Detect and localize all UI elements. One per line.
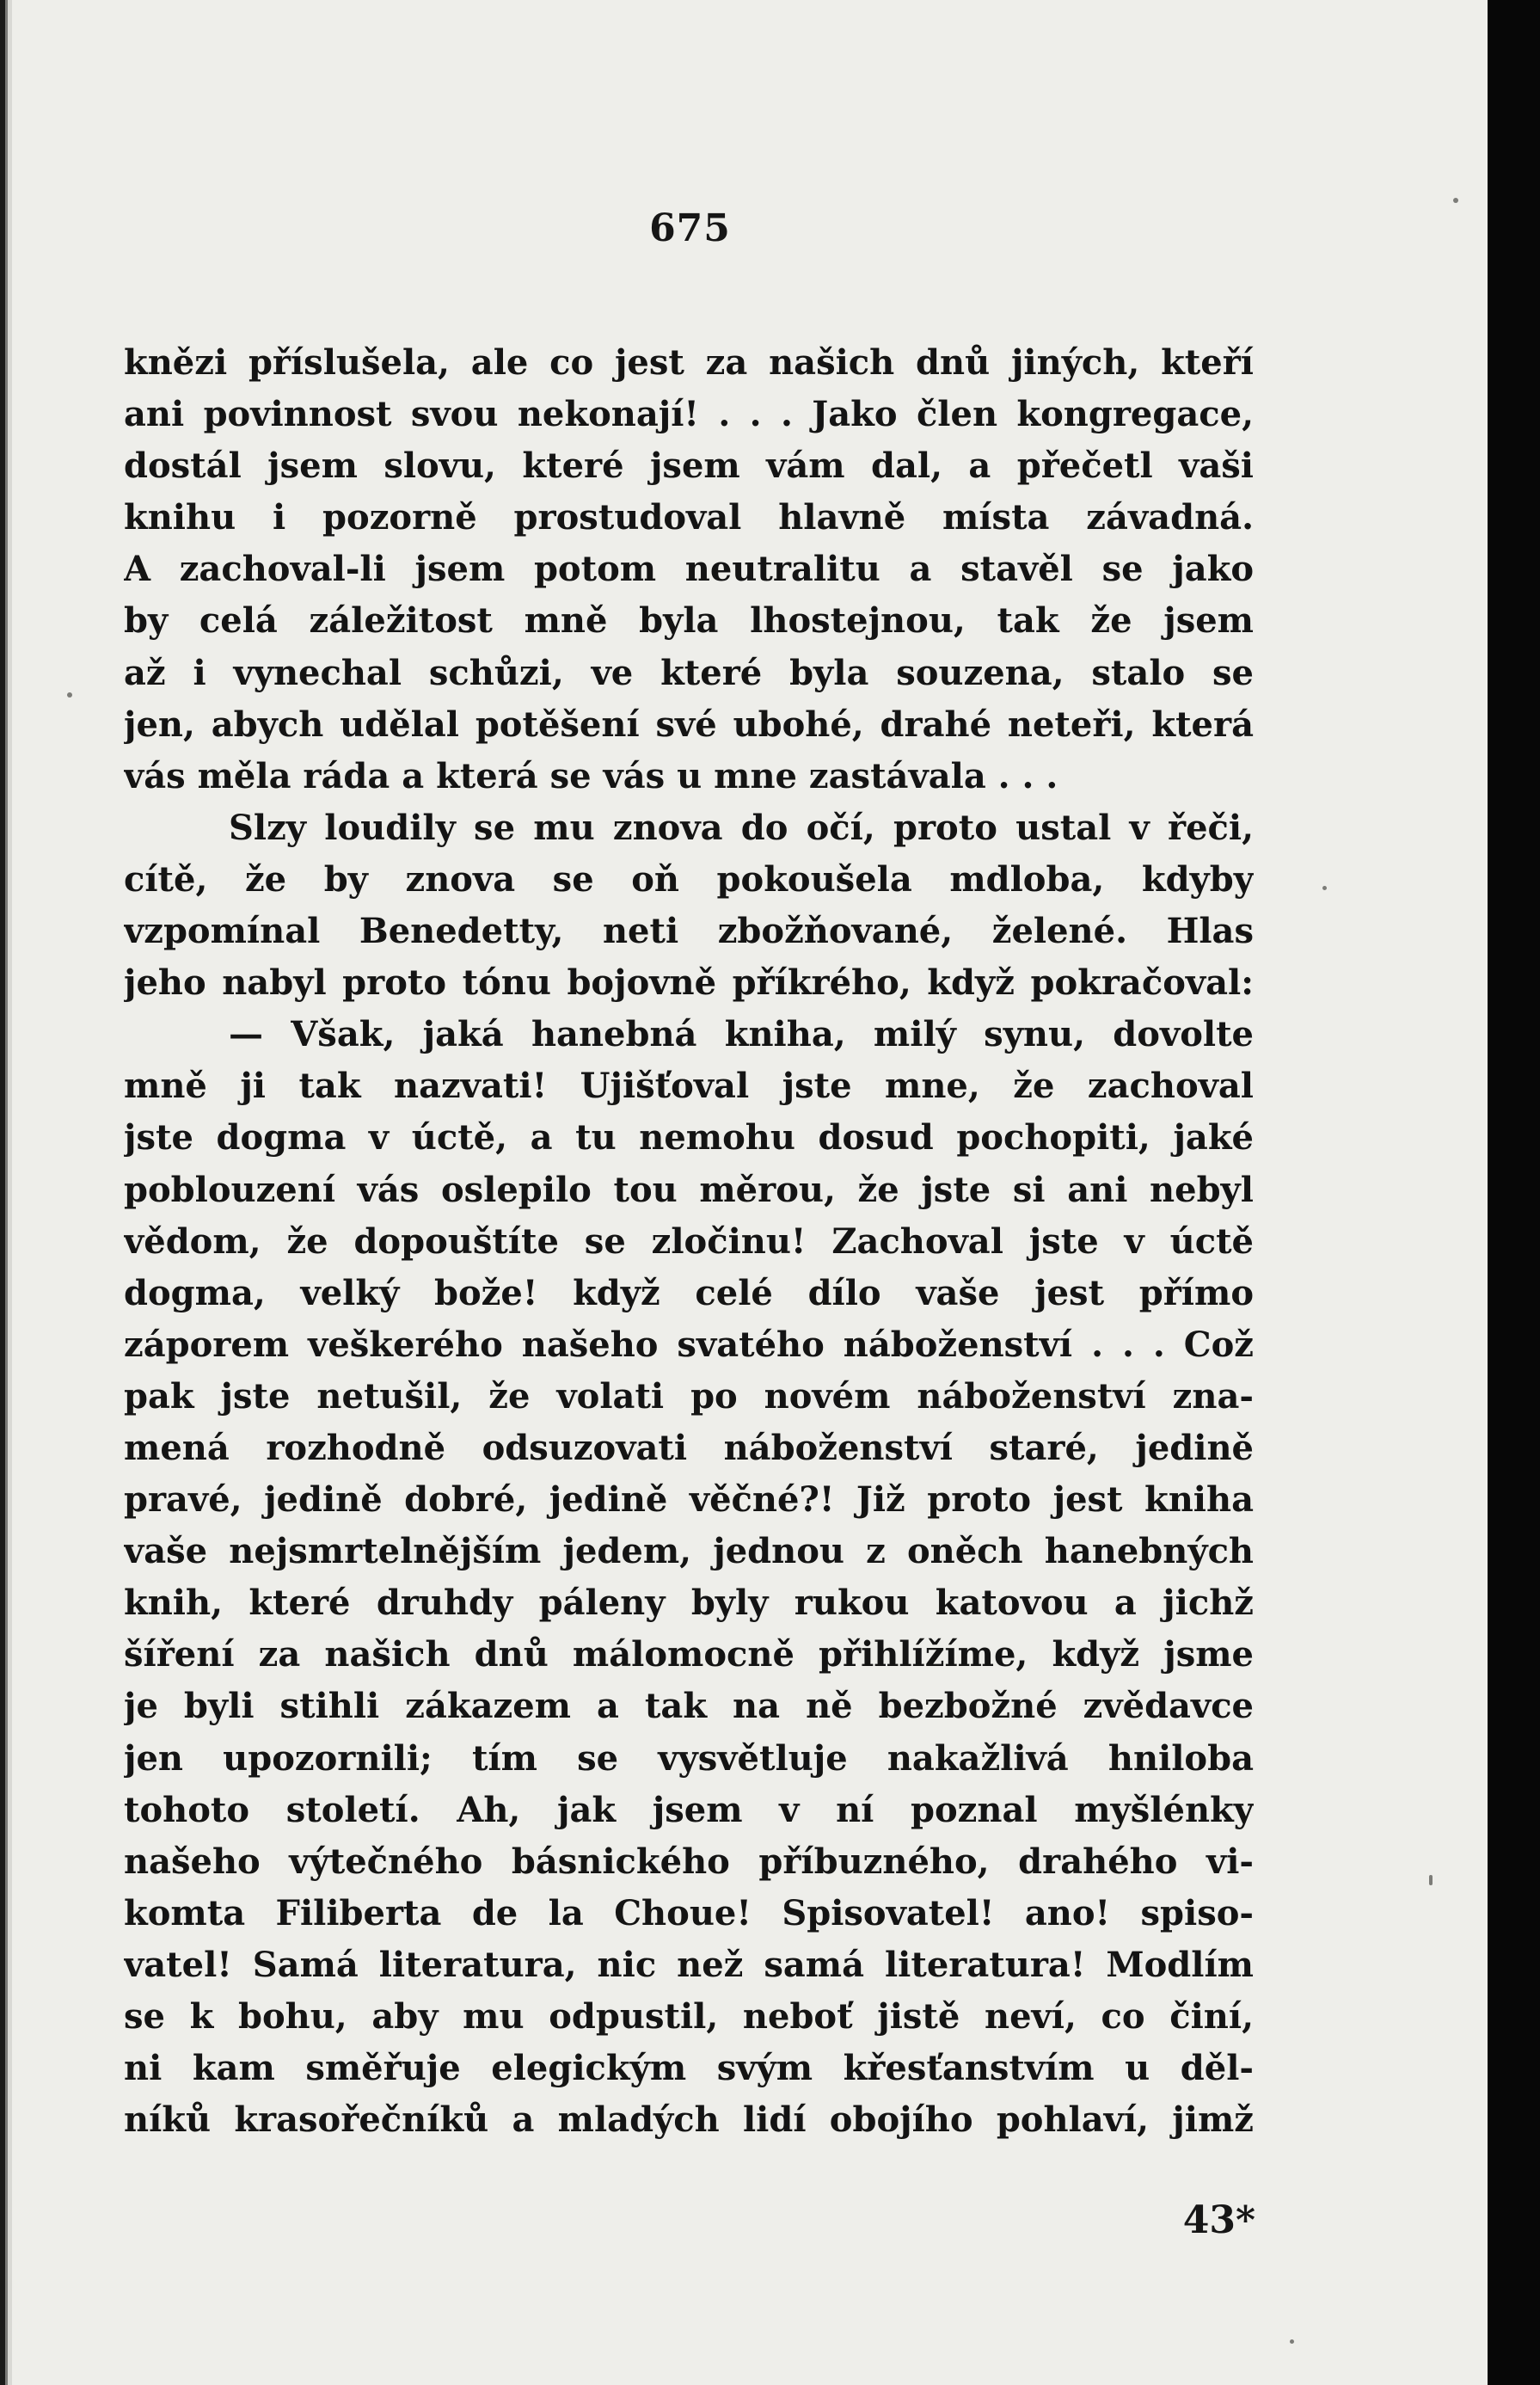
- page-number: 675: [649, 206, 731, 250]
- dust-speck: [1429, 1875, 1433, 1885]
- text-line: dostál jsem slovu, které jsem vám dal, a přečetl vaši: [124, 446, 1254, 487]
- text-line: Slzy loudily se mu znova do očí, proto ustal v řeči,: [229, 807, 1254, 848]
- text-line: níků krasořečníků a mladých lidí obojího pohlaví, jimž: [124, 2099, 1254, 2141]
- text-line: A zachoval-li jsem potom neutralitu a stavěl se jako: [124, 549, 1254, 590]
- text-line: ni kam směřuje elegickým svým křesťanstvím u děl-: [124, 2048, 1254, 2089]
- text-line: mně ji tak nazvati! Ujišťoval jste mne, že zachoval: [124, 1066, 1254, 1107]
- text-line: dogma, velký bože! když celé dílo vaše jest přímo: [124, 1272, 1254, 1313]
- text-line: jeho nabyl proto tónu bojovně příkrého, když pokračoval:: [124, 962, 1254, 1004]
- text-line: komta Filiberta de la Choue! Spisovatel! ano! spiso-: [124, 1892, 1254, 1933]
- text-line: vaše nejsmrtelnějším jedem, jednou z oněch hanebných: [124, 1531, 1254, 1572]
- text-line: jen, abych udělal potěšení své ubohé, drahé neteři, která: [124, 704, 1254, 745]
- text-line: je byli stihli zákazem a tak na ně bezbožné zvědavce: [124, 1686, 1254, 1727]
- text-line: by celá záležitost mně byla lhostejnou, tak že jsem: [124, 600, 1254, 642]
- text-line: vědom, že dopouštíte se zločinu! Zachoval jste v úctě: [124, 1220, 1254, 1262]
- dust-speck: [67, 692, 72, 698]
- text-line: tohoto století. Ah, jak jsem v ní poznal myšlénky: [124, 1789, 1254, 1830]
- text-line: poblouzení vás oslepilo tou měrou, že jste si ani nebyl: [124, 1169, 1254, 1210]
- text-line: knězi příslušela, ale co jest za našich dnů jiných, kteří: [124, 342, 1254, 383]
- text-line: jste dogma v úctě, a tu nemohu dosud pochopiti, jaké: [124, 1117, 1254, 1159]
- text-line: záporem veškerého našeho svatého náboženství . . . Což: [124, 1324, 1254, 1365]
- text-line: vatel! Samá literatura, nic než samá literatura! Modlím: [124, 1944, 1254, 1985]
- dust-speck: [1290, 2339, 1294, 2344]
- text-line: šíření za našich dnů málomocně přihlížíme, když jsme: [124, 1634, 1254, 1675]
- text-line: vzpomínal Benedetty, neti zbožňované, želené. Hlas: [124, 911, 1254, 952]
- page-body-text: [124, 337, 1254, 2146]
- text-line: až i vynechal schůzi, ve které byla souzena, stalo se: [124, 652, 1254, 693]
- text-line: pravé, jedině dobré, jedině věčné?! Již proto jest kniha: [124, 1479, 1254, 1521]
- signature-mark: 43*: [1182, 2198, 1255, 2242]
- text-line: vás měla ráda a která se vás u mne zastávala . . .: [124, 755, 1058, 796]
- text-line: pak jste netušil, že volati po novém náboženství zna-: [124, 1375, 1254, 1417]
- text-line: cítě, že by znova se oň pokoušela mdloba, kdyby: [124, 858, 1254, 900]
- text-line: jen upozornili; tím se vysvětluje nakažlivá hniloba: [124, 1737, 1254, 1779]
- dust-speck: [1322, 886, 1327, 890]
- scan-border: [1488, 0, 1540, 2385]
- text-line: knihu i pozorně prostudoval hlavně místa závadná.: [124, 497, 1254, 538]
- text-line: mená rozhodně odsuzovati náboženství staré, jedině: [124, 1427, 1254, 1468]
- text-line: knih, které druhdy páleny byly rukou katovou a jichž: [124, 1583, 1254, 1624]
- text-line: našeho výtečného básnického příbuzného, drahého vi-: [124, 1841, 1254, 1882]
- text-line: ani povinnost svou nekonají! . . . Jako člen kongregace,: [124, 394, 1254, 435]
- text-line: se k bohu, aby mu odpustil, neboť jistě neví, co činí,: [124, 1996, 1254, 2037]
- dust-speck: [1453, 198, 1458, 203]
- text-line: — Však, jaká hanebná kniha, milý synu, dovolte: [229, 1014, 1254, 1055]
- page-gutter: [0, 0, 12, 2385]
